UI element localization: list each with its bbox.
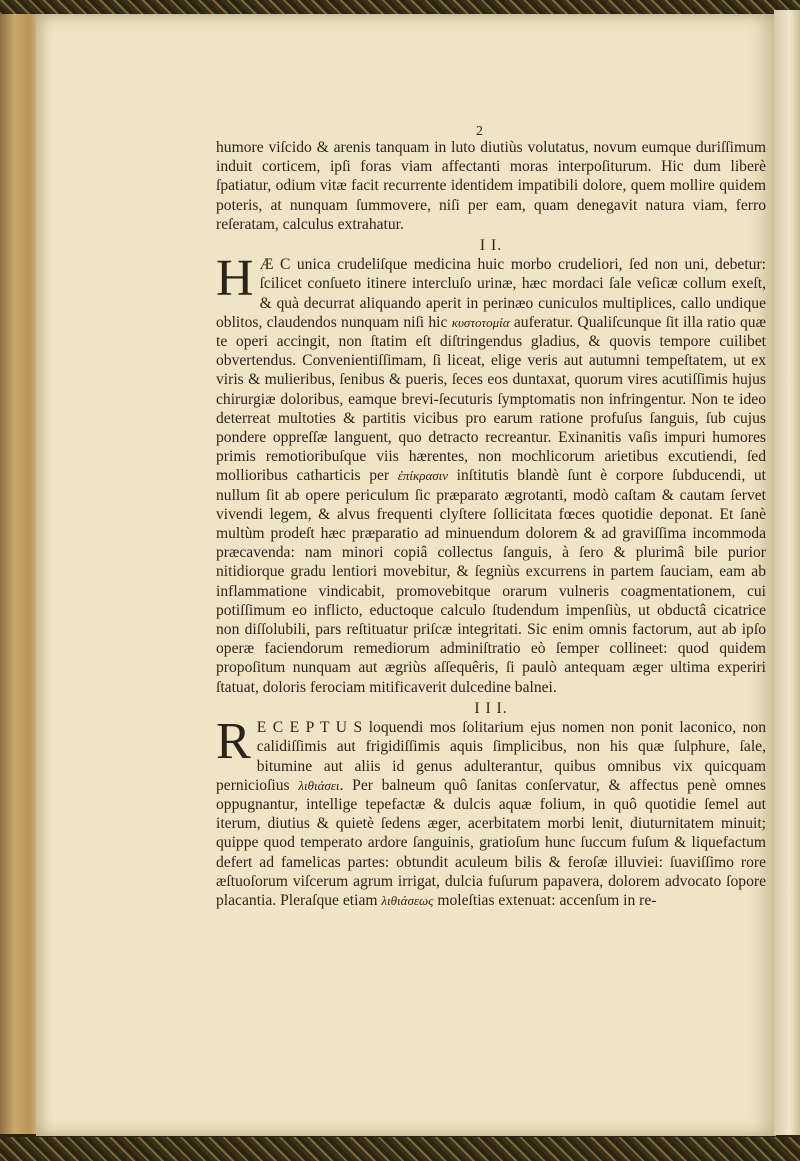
greek-word: κυστοτομία (451, 314, 510, 330)
text-run: auferatur. Qualiſcunque ſit illa ratio quæ te operi accingit, non ſtatim eſt diſtringendus gladius, & quovis tempore cuilibet obvertendus. Convenientiſſimam, ſi liceat, elige veris aut autumni tempeſtatem, ut ex viris & mulieribus, ſenibus & pueris, ſeces eos duntaxat, quorum vires acutiſſimis hujus chirurgiæ doloribus, eamque brevi-ſecuturis ſymptomatis non infringentur. Non te ideo deterreat multoties & partitis vicibus pro earum ratione profuſus ſanguis, ſub cujus pondere oppreſſæ languent, quo detracto recreantur. Exinanitis vaſis impuri humores primis remotioribuſque viis hærentes, non mochlicorum arietibus excutiendi, ſed mollioribus catharticis per (216, 313, 766, 485)
section-paragraph (216, 250, 766, 697)
page-edge-right (774, 10, 800, 1135)
text-run: unica crudeliſque medicina huic morbo crudeliori, ſed non uni, debetur: ſcilicet conſueto itinere intercluſo urinæ, hæc mordaci ſale veſicæ collum exeſt, & quà decurrat aliquando aperit in perinæo cuniculos multiplices, callo undique oblitos, claudendos nunquam niſi hic (216, 256, 766, 331)
greek-word: ἐπίκρασιν (397, 468, 449, 484)
section-paragraph (216, 713, 766, 910)
continuation-paragraph: humore viſcido & arenis tanquam in luto diutiùs volutatus, novum eumque duriſſimum induit corticem, ipſi foras viam affectanti moras interpoſiturum. Hic dum liberè ſpatiatur, odium vitæ facit recurrente identidem impatibili dolore, quem mollire quidem poteris, at nunquam ſummovere, niſi per eam, quam denegavit natura viam, ferro reſeratam, calculus extrahatur. (216, 139, 766, 233)
drop-cap: H (216, 250, 254, 308)
text-run: loquendi mos ſolitarium ejus nomen non ponit laconico, non calidiſſimis aut frigidiſſimis aquis ſimplicibus, non his quæ ſulphure, ſale, bitumine aut aliis id genus adulterantur, quibus omnibus vix quicquam pernicioſius (216, 719, 766, 794)
greek-word: λιθιάσει (298, 777, 340, 793)
drop-cap: R (216, 713, 251, 771)
text-run: moleſtias extenuat: accenſum in re- (433, 891, 657, 909)
greek-word: λιθιάσεως (381, 892, 434, 908)
section-number: I I I. (474, 699, 508, 717)
section-number: I I. (479, 237, 503, 255)
page-number: 2 (476, 124, 483, 139)
lead-caps: Æ C (259, 256, 291, 274)
body-text (216, 128, 766, 910)
lead-caps: E C E P T U S (256, 719, 363, 737)
text-run: inſtitutis blandè ſunt è corpore ſubducendi, ut nullum ſit ab opere periculum ſic præparato ægrotanti, modò caſtam & cautam ſervet vivendi legem, & alvus frequenti clyſtere ſollicitata fœces quotidie deponat. Et ſanè multùm prodeſt hæc præparatio ad minuendum dolorem & ad graviſſima incommoda præcavenda: nam minori copiâ collectus ſanguis, à ſero & plurimâ bile purior nitidiorque gradu lentiori movebitur, & ſegniùs excurrens in partem ſauciam, eam ab inflammatione vindicabit, promovebitque orarum vulneris coagmentationem, cui potiſſimum eo inflicto, eductoque calculo ſtudendum impenſiùs, ut obductâ cicatrice non diſſolubili, pars reſtituatur priſcæ integritati. Sic enim omnis factorum, aut ab ipſo operæ faciendorum remediorum adminiſtratio eò ſemper collineet: quod quidem propoſitum nunquam aut ægriùs aſſequêris, ſi paulò antequam æger ultima experiri ſtatuat, doloris ferociam mitificaverit dulcedine balnei. (216, 467, 766, 696)
text-run: . Per balneum quô ſanitas conſervatur, & affectus penè omnes oppugnantur, intellige tepefactæ & dulcis aquæ folium, in quô quotidie ſemel aut iterum, diutius & quietè ſedens æger, acerbitatem morbi lenit, diuturnitatem minuit; quippe quod temperato ardore ſanguinis, gratioſum hunc ſuccum fuſum & liquefactum defert ad famelicas partes: obtundit aculeum bilis & feroſæ illuviei: ſuaviſſimo rore æſtuoſorum viſcerum agrum irrigat, dulcia fuſurum papavera, dolorem advocato ſopore placantia. Pleraſque etiam (216, 776, 766, 909)
decorative-border-bottom (0, 1137, 800, 1161)
